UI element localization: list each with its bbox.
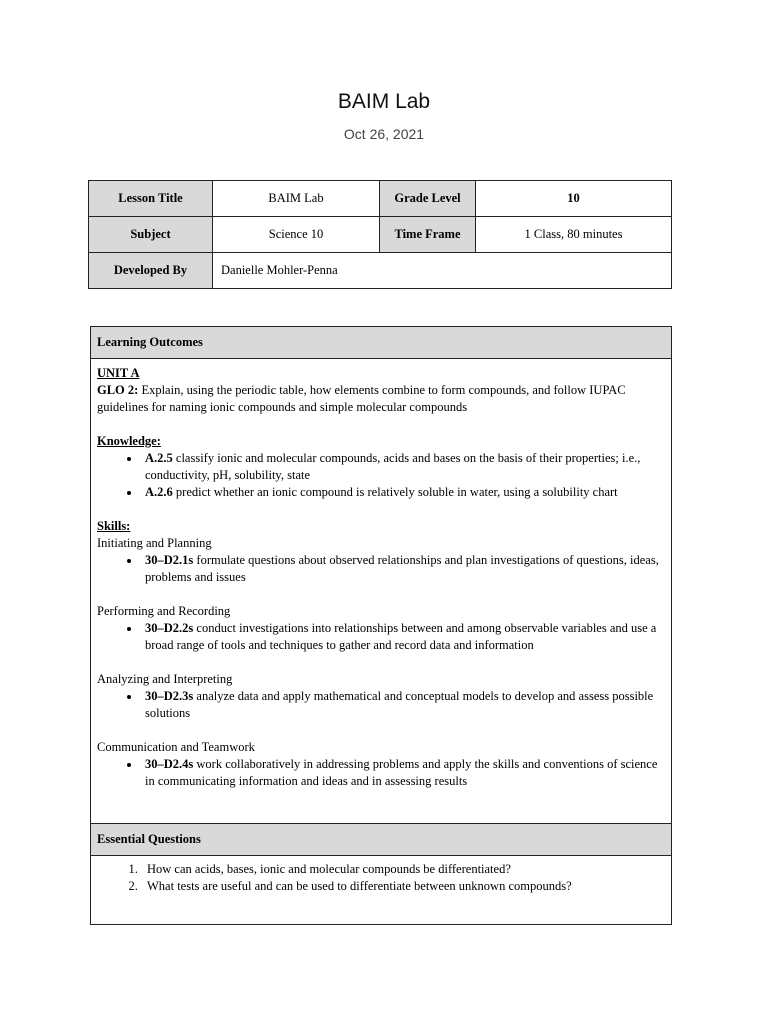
lesson-info-table [88, 180, 672, 289]
glo-label: GLO 2: [97, 383, 139, 397]
outcome-text: analyze data and apply mathematical and conceptual models to develop and assess possible solutions [145, 689, 654, 720]
subject-label: Subject [89, 217, 213, 253]
skill-list [97, 552, 665, 586]
list-item [141, 450, 665, 484]
list-item [141, 552, 665, 586]
essential-questions-header: Essential Questions [91, 824, 672, 856]
learning-outcomes-body [91, 359, 672, 824]
outcome-code: 30–D2.1s [145, 553, 194, 567]
skill-list [97, 620, 665, 654]
essential-questions-body [91, 856, 672, 925]
lesson-title-value: BAIM Lab [213, 181, 380, 217]
outcome-code: A.2.5 [145, 451, 173, 465]
skill-group-heading: Performing and Recording [97, 604, 231, 618]
knowledge-heading: Knowledge: [97, 434, 161, 448]
time-frame-value: 1 Class, 80 minutes [476, 217, 672, 253]
skill-group-heading: Analyzing and Interpreting [97, 672, 233, 686]
time-frame-label: Time Frame [380, 217, 476, 253]
questions-list [97, 861, 665, 895]
document-date: Oct 26, 2021 [343, 126, 425, 142]
list-item [141, 756, 665, 790]
outcome-text: predict whether an ionic compound is relatively soluble in water, using a solubility chart [172, 485, 618, 499]
list-item [141, 484, 665, 501]
outcome-text: conduct investigations into relationships between and among observable variables and use a broad range of tools and techniques to gather and record data and information [145, 621, 657, 652]
glo-statement [97, 382, 665, 416]
subject-value: Science 10 [213, 217, 380, 253]
lesson-title-label: Lesson Title [89, 181, 213, 217]
learning-outcomes-header: Learning Outcomes [91, 327, 672, 359]
developed-by-label: Developed By [89, 253, 213, 289]
table-row [89, 181, 672, 217]
skill-list [97, 756, 665, 790]
grade-level-label: Grade Level [380, 181, 476, 217]
outcome-text: work collaboratively in addressing problems and apply the skills and conventions of science in communicating information and ideas and in assessing results [145, 757, 658, 788]
list-item [141, 620, 665, 654]
document-title: BAIM Lab [337, 90, 431, 113]
list-item [141, 688, 665, 722]
table-row [89, 217, 672, 253]
glo-text: Explain, using the periodic table, how elements combine to form compounds, and follow IUPAC guidelines for naming ionic compounds and simple molecular compounds [97, 383, 626, 414]
outcomes-table [90, 326, 672, 925]
list-item: 1. How can acids, bases, ionic and molecular compounds be differentiated? [141, 861, 665, 878]
skill-list [97, 688, 665, 722]
skill-group-heading: Initiating and Planning [97, 536, 212, 550]
outcome-text: classify ionic and molecular compounds, acids and bases on the basis of their properties; i.e., conductivity, pH, solubility, state [145, 451, 641, 482]
skill-group-heading: Communication and Teamwork [97, 740, 255, 754]
knowledge-list [97, 450, 665, 501]
unit-heading: UNIT A [97, 366, 140, 380]
grade-level-value: 10 [476, 181, 672, 217]
outcome-code: 30–D2.2s [145, 621, 194, 635]
outcome-code: 30–D2.4s [145, 757, 194, 771]
outcome-code: A.2.6 [145, 485, 173, 499]
outcome-text: formulate questions about observed relationships and plan investigations of questions, ideas, problems and issues [145, 553, 659, 584]
outcome-code: 30–D2.3s [145, 689, 194, 703]
developed-by-value: Danielle Mohler-Penna [213, 253, 672, 289]
skills-heading: Skills: [97, 519, 131, 533]
table-row [89, 253, 672, 289]
list-item: 2. What tests are useful and can be used to differentiate between unknown compounds? [141, 878, 665, 895]
